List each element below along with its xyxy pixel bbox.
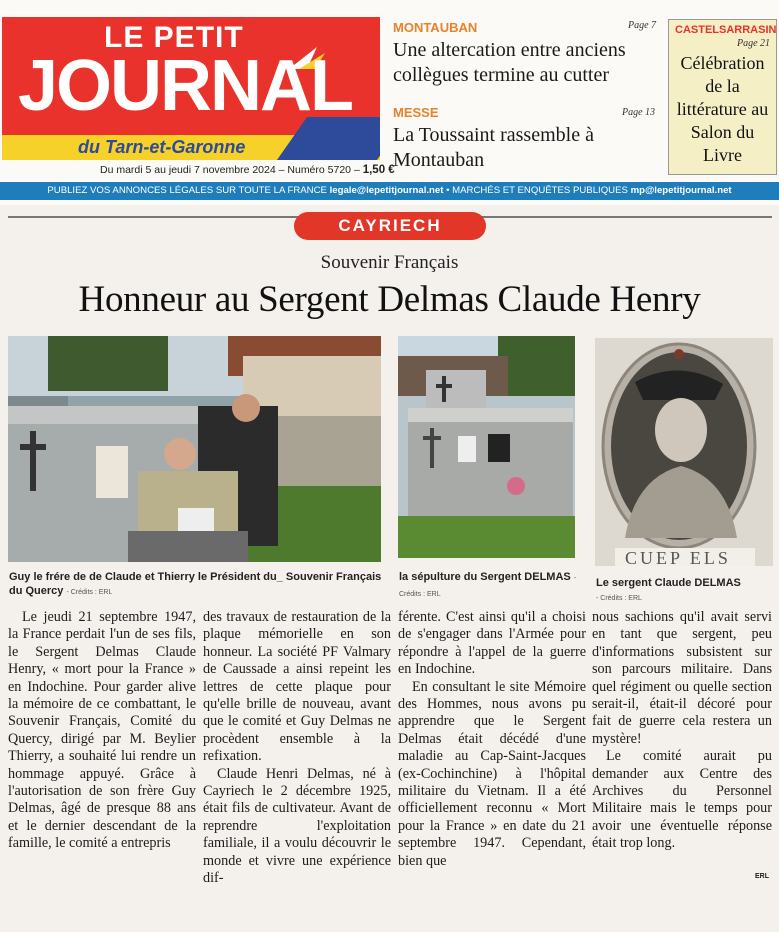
newspaper-logo[interactable] <box>2 17 380 160</box>
section-badge: CAYRIECH <box>294 212 486 240</box>
logo-subtitle: du Tarn-et-Garonne <box>78 137 246 157</box>
banner-text-2: • MARCHÉS ET ENQUÊTES PUBLIQUES <box>446 185 628 196</box>
sidebox-page: Page 21 <box>737 38 771 49</box>
caption-photo-1 <box>9 570 382 600</box>
photo-guy-and-thierry <box>8 336 381 562</box>
logo-journal: JOURNAL <box>18 46 353 126</box>
article-kicker: Souvenir Français <box>320 252 459 273</box>
paragraph: des travaux de restauration de la plaque mémorielle en son honneur. La société PF Valmary de Caussade a ainsi repeint les lettres de cette plaque pour qu'elle brille de nouveau, avant que le comité et Guy Delmas ne procèdent ensemble à la refixation. <box>203 609 391 765</box>
article-column-2 <box>203 609 391 888</box>
issue-number: Numéro 5720 <box>287 164 352 176</box>
banner-email-mp[interactable]: mp@lepetitjournal.net <box>630 185 732 196</box>
teaser-box-castelsarrasin[interactable] <box>668 19 777 175</box>
paragraph: En consultant le site Mémoire des Hommes, nous avons pu apprendre que le Sergent Delmas était décédé d'une maladie au Cap-Saint-Jacques (ex-Cochinchine) à l'hôpital militaire du Vietnam. Il a été officiellement reconnu « Mort pour la France » en date du 21 septembre 1947. Cependant, bien que <box>398 678 586 869</box>
caption-3-text: Le sergent Claude DELMAS <box>596 577 741 589</box>
issue-date: Du mardi 5 au jeudi 7 novembre 2024 <box>100 164 276 176</box>
banner-text-1: PUBLIEZ VOS ANNONCES LÉGALES SUR TOUTE LA FRANCE <box>47 185 327 196</box>
teaser-2-page: Page 13 <box>622 107 656 118</box>
caption-1-credit: - Crédits : ERL <box>66 589 113 596</box>
separator: – <box>278 164 288 176</box>
legal-notice-banner <box>0 182 779 200</box>
photo-tomb-image <box>398 336 575 558</box>
photo-cemetery-image <box>8 336 381 562</box>
caption-photo-3 <box>596 576 774 606</box>
separator: – <box>353 164 363 176</box>
logo-le-petit: LE PETIT <box>104 21 244 54</box>
svg-text:CUEP ELS: CUEP ELS <box>625 548 731 566</box>
photo-sergent-portrait <box>595 338 773 566</box>
article-column-4 <box>592 609 772 853</box>
paragraph: Le jeudi 21 septembre 1947, la France perdait l'un de ses fils, le Sergent Delmas Claude Henry, « mort pour la France » en Indochine. Pour garder alive la mémoire de ce combattant, le Souvenir Français, Comité du Quercy, dirigé par M. Beylier Thierry, a souhaité lui rendre un hommage appuyé. Grâce à l'autorisation de son frère Guy Delmas, âgé de presque 88 ans et le dernier descendant de la famille, le comité a entrepris <box>8 609 196 852</box>
teaser-1-page: Page 7 <box>628 20 657 31</box>
caption-1-text: Guy le frére de de Claude et Thierry le Président du_ Souvenir Français du Quercy <box>9 571 382 597</box>
caption-2-text: la sépulture du Sergent DELMAS <box>399 571 571 583</box>
issue-info <box>100 164 395 176</box>
sidebox-kicker: CASTELSARRASIN <box>675 24 777 36</box>
teaser-2-title[interactable]: La Toussaint rassemble à Montauban <box>393 124 594 171</box>
paragraph: Claude Henri Delmas, né à Cayriech le 2 décembre 1925, était fils de cultivateur. Avant de reprendre l'exploitation familiale, il a voulu découvrir le monde et vivre une expérience dif- <box>203 765 391 887</box>
photo-sepulture <box>398 336 575 558</box>
banner-email-legal[interactable]: legale@lepetitjournal.net <box>329 185 444 196</box>
paragraph: Le comité aurait pu demander aux Centre des Archives du Personnel Militaire mais le temps pour avoir une éventuelle réponse était trop long. <box>592 748 772 852</box>
article-signature: ERL <box>755 873 769 880</box>
paragraph: férente. C'est ainsi qu'il a choisi de s'engager dans l'Armée pour répondre à l'appel de la guerre en Indochine. <box>398 609 586 678</box>
caption-photo-2 <box>399 570 577 602</box>
paragraph: nous sachions qu'il avait servi en tant que sergent, peu d'informations subsistent sur son parcours militaire. Dans quel régiment ou quelle section serait-il, était-il décoré pour fait de guerre cela restera un mystère! <box>592 609 772 747</box>
masthead <box>0 0 779 205</box>
article-column-3 <box>398 609 586 870</box>
teaser-1-kicker: MONTAUBAN <box>393 20 478 35</box>
photo-portrait-image <box>595 338 773 566</box>
article-column-1 <box>8 609 196 853</box>
teaser-2-kicker: MESSE <box>393 105 439 120</box>
caption-3-credit: - Crédits : ERL <box>596 595 642 602</box>
caption-2-credit: - Crédits : ERL <box>399 575 577 598</box>
teaser-1-title[interactable]: Une altercation entre anciens collègues termine au cutter <box>393 39 626 86</box>
issue-price: 1,50 € <box>362 164 395 176</box>
sidebox-title: Célébration de la littérature au Salon du Livre <box>676 53 769 165</box>
article-headline: Honneur au Sergent Delmas Claude Henry <box>78 279 701 320</box>
